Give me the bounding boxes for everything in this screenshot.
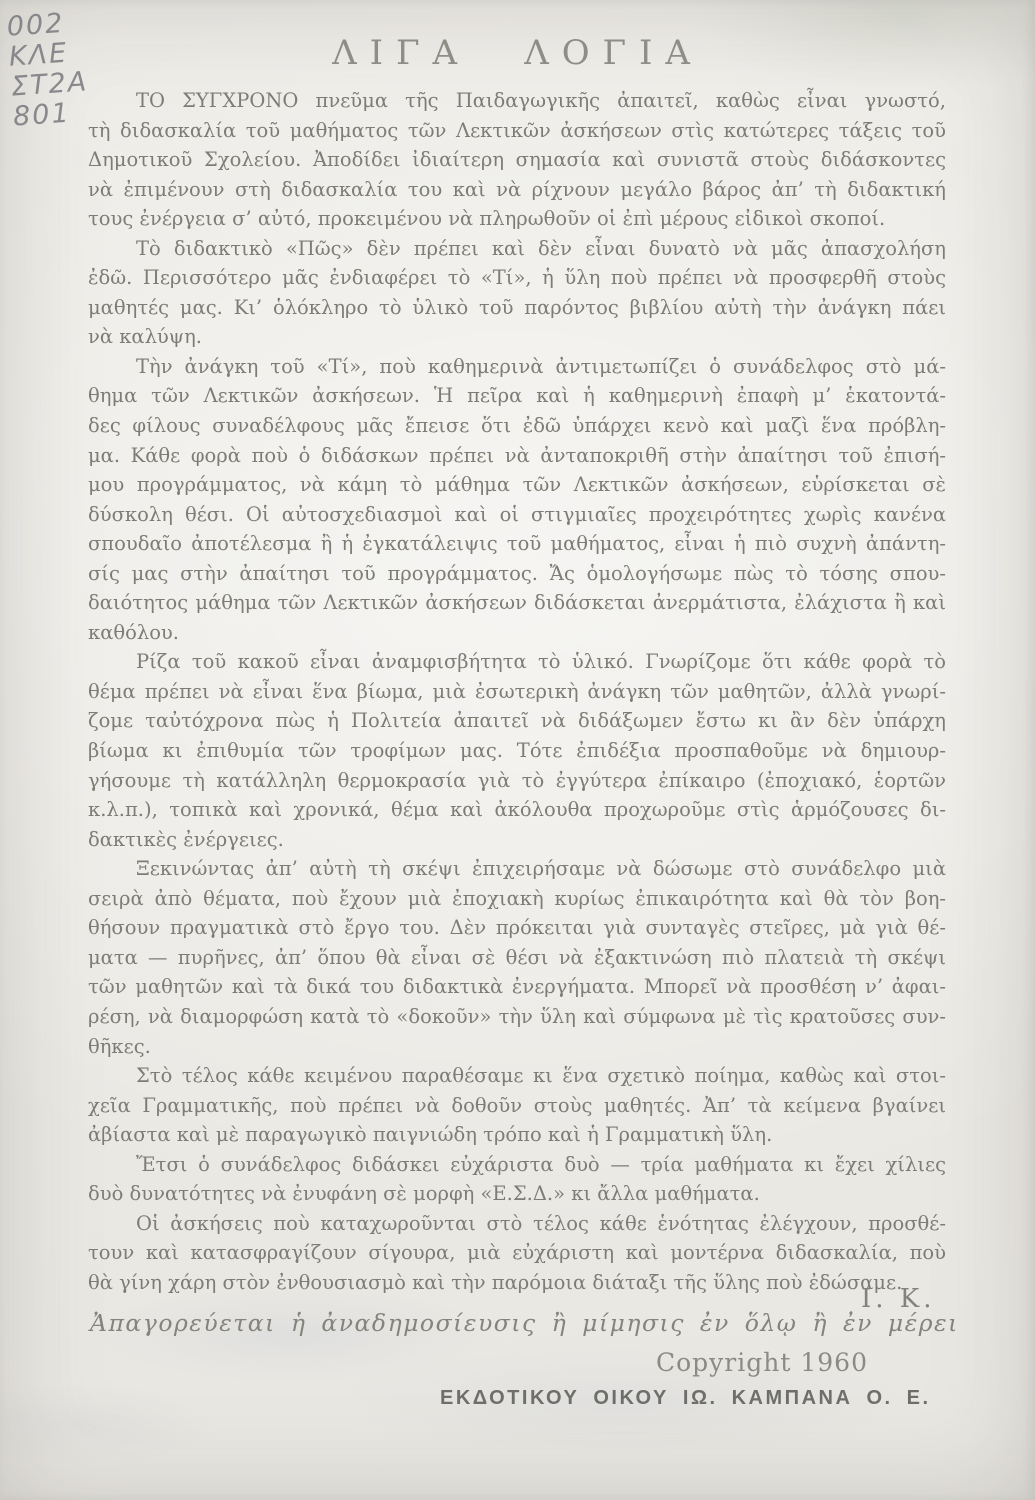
text-line: σίς μας στὴν ἀπαίτησι τοῦ προγράμματος. Ἄς ὁμολογήσωμε πὼς τὸ τόσης σπου-	[88, 561, 946, 585]
body-text	[88, 86, 946, 1297]
text-line: θέμα πρέπει νὰ εἶναι ἕνα βίωμα, μιὰ ἐσωτερικὴ ἀνάγκη τῶν μαθητῶν, ἀλλὰ γνωρί-	[88, 679, 946, 703]
text-line: καθόλου.	[88, 620, 179, 644]
text-line: Ἔτσι ὁ συνάδελφος διδάσκει εὐχάριστα δυὸ — τρία μαθήματα κι ἔχει χίλιες	[136, 1152, 946, 1176]
text-line: θῆκες.	[88, 1034, 151, 1058]
text-line: βίωμα κι ἐπιθυμία τῶν τροφίμων μας. Τότε ἐπιδέξια προσπαθοῦμε νὰ δημιουρ-	[88, 739, 946, 763]
text-line: νὰ καλύψη.	[88, 325, 202, 349]
text-line: δακτικὲς ἐνέργειες.	[88, 827, 284, 851]
paragraph	[88, 1150, 946, 1209]
text-line: Τὴν ἀνάγκη τοῦ «Τί», ποὺ καθημερινὰ ἀντιμετωπίζει ὁ συνάδελφος στὸ μά-	[136, 354, 946, 378]
text-line: μαθητές μας. Κι’ ὁλόκληρο τὸ ὑλικὸ τοῦ παρόντος βιβλίου αὐτὴ τὴν ἀνάγκη πάει	[88, 295, 946, 319]
paragraph	[88, 854, 946, 1061]
text-line: Τὸ διδακτικὸ «Πῶς» δὲν πρέπει καὶ δὲν εἶναι δυνατὸ νὰ μᾶς ἀπασχολήση	[136, 236, 946, 260]
text-line: νὰ ἐπιμένουν στὴ διδασκαλία του καὶ νὰ ρίχνουν μεγάλο βάρος ἀπ’ τὴ διδακτική	[88, 177, 946, 201]
paragraph	[88, 1061, 946, 1150]
paragraph	[88, 234, 946, 352]
text-line: τουν καὶ κατασφραγίζουν σίγουρα, μιὰ εὐχάριστη καὶ μοντέρνα διδασκαλία, ποὺ	[88, 1241, 946, 1265]
paragraph	[88, 352, 946, 647]
author-initials: Ι. Κ.	[861, 1284, 936, 1314]
page-title: ΛΙΓΑ ΛΟΓΙΑ	[332, 33, 703, 73]
text-line: Ρίζα τοῦ κακοῦ εἶναι ἀναμφισβήτητα τὸ ὑλικό. Γνωρίζομε ὅτι κάθε φορὰ τὸ	[136, 650, 946, 674]
paragraph	[88, 1209, 946, 1298]
paragraph	[88, 647, 946, 854]
text-line: τους ἐνέργεια σ’ αὐτό, προκειμένου νὰ πληρωθοῦν οἱ ἐπὶ μέρους εἰδικοὶ σκοποί.	[88, 207, 886, 231]
text-line: δαιότητος μάθημα τῶν Λεκτικῶν ἀσκήσεων διδάσκεται ἀνερμάτιστα, ἐλάχιστα ἢ καὶ	[88, 591, 946, 615]
text-line: γήσουμε τὴ κατάλληλη θερμοκρασία γιὰ τὸ ἐγγύτερα ἐπίκαιρο (ἐποχιακό, ἑορτῶν	[88, 768, 946, 792]
text-line: χεῖα Γραμματικῆς, ποὺ πρέπει νὰ δοθοῦν στοὺς μαθητές. Ἀπ’ τὰ κείμενα βγαίνει	[88, 1093, 946, 1117]
paragraph	[88, 86, 946, 234]
text-line: μα. Κάθε φορὰ ποὺ ὁ διδάσκων πρέπει νὰ ἀνταποκριθῆ στὴν ἀπαίτησι τοῦ ἐπισή-	[88, 443, 946, 467]
library-code-line: ΚΛΕ	[7, 37, 70, 73]
library-code-line: 801	[12, 97, 72, 133]
text-line: Στὸ τέλος κάθε κειμένου παραθέσαμε κι ἕνα σχετικὸ ποίημα, καθὼς καὶ στοι-	[136, 1064, 946, 1088]
text-line: δυὸ δυνατότητες νὰ ἐνυφάνη σὲ μορφὴ «Ε.Σ.Δ.» κι ἄλλα μαθήματα.	[88, 1182, 760, 1206]
text-line: μου προγράμματος, νὰ κάμη τὸ μάθημα τῶν Λεκτικῶν ἀσκήσεων, εὑρίσκεται σὲ	[88, 473, 946, 497]
text-line: ρέση, νὰ διαμορφώση κατὰ τὸ «δοκοῦν» τὴν ὕλη καὶ σύμφωνα μὲ τὶς κρατοῦσες συν-	[88, 1004, 946, 1028]
text-line: ματα — πυρῆνες, ἀπ’ ὅπου θὰ εἶναι σὲ θέσι νὰ ἐξακτινώση πιὸ πλατειὰ τὴ σκέψι	[88, 945, 946, 969]
library-code-line: 002	[5, 7, 66, 43]
copyright-line: Copyright 1960	[656, 1348, 868, 1377]
text-line: δες φίλους συναδέλφους μᾶς ἔπεισε ὅτι ἐδῶ ὑπάρχει κενὸ καὶ μαζὶ ἕνα πρόβλη-	[88, 414, 946, 438]
publisher-line: ΕΚΔΟΤΙΚΟΥ ΟΙΚΟΥ ΙΩ. ΚΑΜΠΑΝΑ Ο. Ε.	[440, 1387, 931, 1409]
text-line: ΤΟ ΣΥΓΧΡΟΝΟ πνεῦμα τῆς Παιδαγωγικῆς ἀπαιτεῖ, καθὼς εἶναι γνωστό,	[136, 89, 946, 112]
text-line: σπουδαῖο ἀποτέλεσμα ἢ ἡ ἐγκατάλειψις τοῦ μαθήματος, εἶναι ἡ πιὸ συχνὴ ἀπάντη-	[88, 532, 946, 556]
text-line: θήσουν πραγματικὰ στὸ ἔργο του. Δὲν πρόκειται γιὰ συνταγὲς στεῖρες, μὰ γιὰ θέ-	[88, 916, 946, 940]
text-line: ἀβίαστα καὶ μὲ παραγωγικὸ παιγνιώδη τρόπο καὶ ἡ Γραμματικὴ ὕλη.	[88, 1123, 773, 1147]
rights-notice: Ἀπαγορεύεται ἡ ἀναδημοσίευσις ἢ μίμησις ἐν ὅλῳ ἢ ἐν μέρει	[90, 1309, 959, 1337]
text-line: ζομε ταὐτόχρονα πὼς ἡ Πολιτεία ἀπαιτεῖ νὰ διδάξωμεν ἔστω κι ἂν δὲν ὑπάρχη	[88, 709, 946, 733]
text-line: ἐδῶ. Περισσότερο μᾶς ἐνδιαφέρει τὸ «Τί», ἡ ὕλη ποὺ πρέπει νὰ προσφερθῆ στοὺς	[88, 266, 946, 290]
text-line: τὴ διδασκαλία τοῦ μαθήματος τῶν Λεκτικῶν ἀσκήσεων στὶς κατώτερες τάξεις τοῦ	[88, 118, 946, 142]
library-code-line: ΣΤ2Α	[10, 66, 90, 103]
text-line: τῶν μαθητῶν καὶ τὰ δικά του διδακτικὰ ἐνεργήματα. Μπορεῖ νὰ προσθέση ν’ ἀφαι-	[88, 975, 946, 999]
text-line: δύσκολη θέσι. Οἱ αὐτοσχεδιασμοὶ καὶ οἱ στιγμιαῖες προχειρότητες χωρὶς κανένα	[88, 502, 946, 526]
text-line: κ.λ.π.), τοπικὰ καὶ χρονικά, θέμα καὶ ἀκόλουθα προχωροῦμε στὶς ἁρμόζουσες δι-	[88, 798, 946, 822]
text-line: Οἱ ἀσκήσεις ποὺ καταχωροῦνται στὸ τέλος κάθε ἑνότητας ἐλέγχουν, προσθέ-	[136, 1211, 946, 1235]
text-line: Ξεκινώντας ἀπ’ αὐτὴ τὴ σκέψι ἐπιχειρήσαμε νὰ δώσωμε στὸ συνάδελφο μιὰ	[136, 857, 946, 881]
text-line: θὰ γίνη χάρη στὸν ἐνθουσιασμὸ καὶ τὴν παρόμοια διάταξι τῆς ὕλης ποὺ ἐδώσαμε.	[88, 1270, 903, 1294]
text-line: Δημοτικοῦ Σχολείου. Ἀποδίδει ἰδιαίτερη σημασία καὶ συνιστᾶ στοὺς διδάσκοντες	[88, 148, 946, 172]
text-line: θημα τῶν Λεκτικῶν ἀσκήσεων. Ἡ πεῖρα καὶ ἡ καθημερινὴ ἐπαφὴ μ’ ἑκατοντά-	[88, 384, 946, 408]
text-line: σειρὰ ἀπὸ θέματα, ποὺ ἔχουν μιὰ ἐποχιακὴ κυρίως ἐπικαιρότητα καὶ θὰ τὸν βοη-	[88, 886, 946, 910]
